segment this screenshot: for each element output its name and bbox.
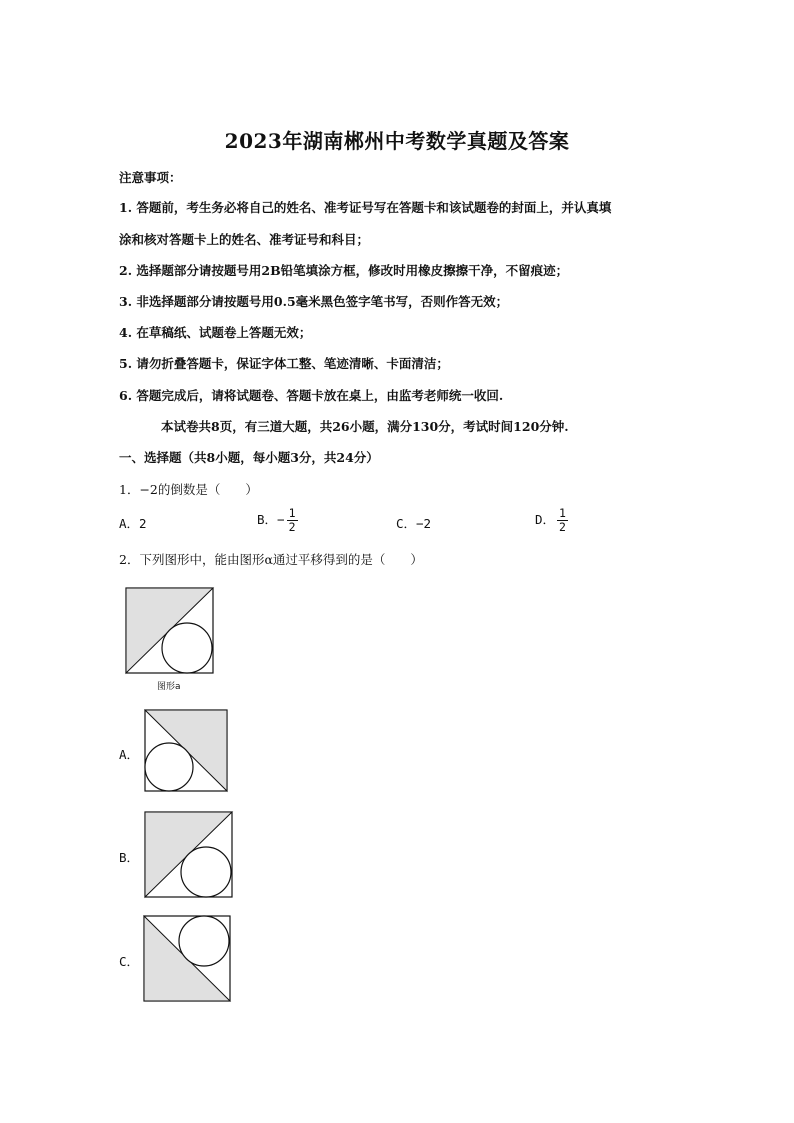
page-title: 2023年湖南郴州中考数学真题及答案 bbox=[224, 129, 570, 153]
q1-option-c: C．−2 bbox=[396, 516, 432, 531]
notice-item: 3. 非选择题部分请按题号用0.5毫米黑色签字笔书写，否则作答无效； bbox=[119, 294, 509, 309]
notice-item: 2. 选择题部分请按题号用2B铅笔填涂方框，修改时用橡皮擦擦干净，不留痕迹； bbox=[119, 263, 569, 278]
fraction bbox=[557, 507, 568, 534]
question-1: 1．−2的倒数是（ ） bbox=[119, 482, 258, 497]
figure-a-icon bbox=[144, 709, 229, 793]
q1-option-b bbox=[257, 507, 298, 534]
q1-option-d-prefix: D． bbox=[535, 512, 556, 527]
q2-option-c-label: C． bbox=[119, 954, 140, 969]
figure-alpha-icon bbox=[125, 587, 215, 675]
section-heading: 一、选择题（共8小题，每小题3分，共24分） bbox=[119, 450, 379, 465]
notice-item: 4. 在草稿纸、试题卷上答题无效； bbox=[119, 325, 312, 340]
fraction-denominator: 2 bbox=[288, 520, 296, 534]
fraction bbox=[287, 507, 298, 534]
figure-b-icon bbox=[144, 811, 234, 899]
notice-item: 涂和核对答题卡上的姓名、准考证号和科目； bbox=[119, 232, 370, 247]
question-2: 2．下列图形中，能由图形α通过平移得到的是（ ） bbox=[119, 552, 423, 567]
fraction-numerator: 1 bbox=[288, 506, 296, 520]
fraction-numerator: 1 bbox=[559, 506, 566, 520]
figure-c-icon bbox=[143, 915, 232, 1003]
figure-caption: 图形a bbox=[157, 682, 181, 692]
notice-item: 6. 答题完成后，请将试题卷、答题卡放在桌上，由监考老师统一收回. bbox=[119, 388, 504, 403]
q1-option-b-prefix: B．− bbox=[257, 512, 285, 527]
q1-option-d bbox=[535, 507, 568, 534]
q2-option-a-label: A． bbox=[119, 747, 140, 762]
exam-info: 本试卷共8页，有三道大题，共26小题，满分130分，考试时间120分钟. bbox=[161, 419, 569, 434]
fraction-denominator: 2 bbox=[559, 520, 566, 534]
q1-option-a: A．2 bbox=[119, 516, 147, 531]
notice-item: 1. 答题前，考生务必将自己的姓名、准考证号写在答题卡和该试题卷的封面上，并认真填 bbox=[119, 200, 612, 215]
notice-item: 5. 请勿折叠答题卡，保证字体工整、笔迹清晰、卡面清洁； bbox=[119, 356, 449, 371]
q2-option-b-label: B． bbox=[119, 850, 140, 865]
notice-header: 注意事项： bbox=[119, 170, 182, 185]
